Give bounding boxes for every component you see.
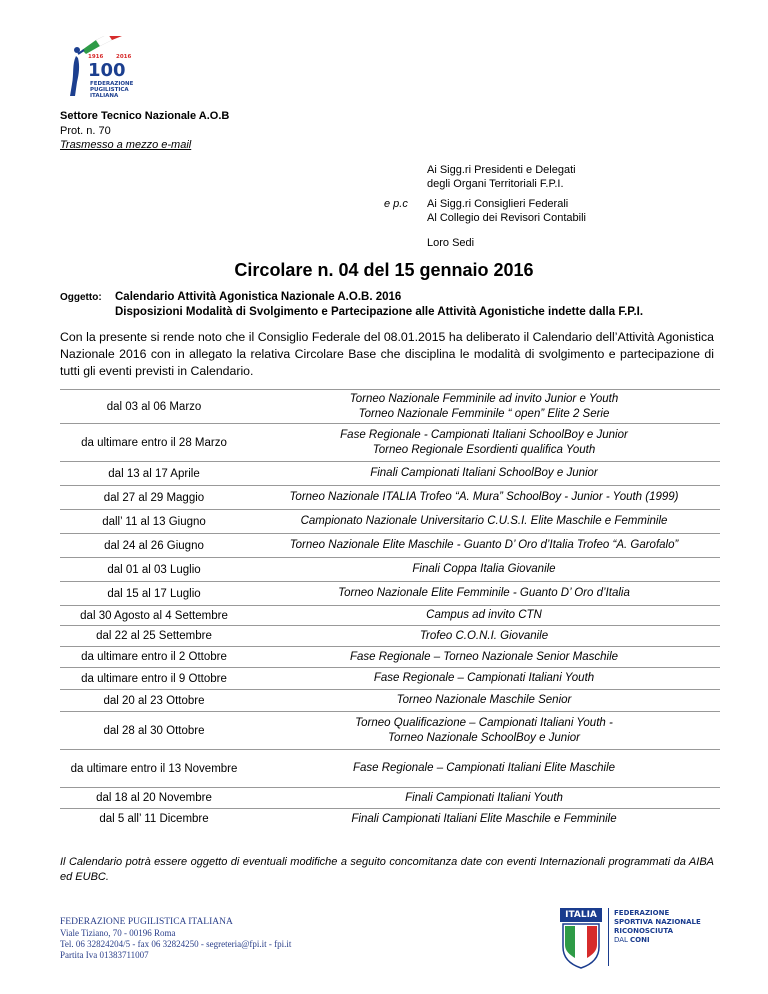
calendar-event-cell (248, 534, 720, 558)
calendar-row (60, 788, 720, 809)
calendar-event: Finali Campionati Italiani Elite Maschile e Femminile (351, 812, 617, 825)
calendar-row (60, 424, 720, 462)
calendar-table (60, 389, 720, 830)
italy-shield-icon (562, 923, 600, 969)
calendar-event: Finali Coppa Italia Giovanile (412, 563, 556, 575)
logo-number: 100 (88, 60, 126, 81)
calendar-row (60, 486, 720, 510)
calendar-date: dal 30 Agosto al 4 Settembre (60, 606, 248, 626)
coni-line-3: RICONOSCIUTA (614, 927, 674, 935)
calendar-event: Finali Campionati Italiani Youth (405, 791, 563, 804)
addressee-line-2: degli Organi Territoriali F.P.I. (427, 178, 564, 190)
calendar-row (60, 626, 720, 647)
intro-paragraph: Con la presente si rende noto che il Consiglio Federale del 08.01.2015 ha deliberato il Calendario dell’Attività Agonistica Nazionale 2016 con in allegato la relativa Circolare Base che disciplina le modalità di svolgimento e partecipazione di tutti gli eventi previsti in Calendario. (60, 330, 714, 378)
calendar-date: dal 20 al 23 Ottobre (60, 690, 248, 712)
coni-divider (608, 908, 609, 966)
calendar-row (60, 647, 720, 668)
calendar-date: da ultimare entro il 13 Novembre (60, 750, 248, 788)
calendar-event: Torneo Qualificazione – Campionati Italiani Youth - (355, 716, 613, 729)
addressee-line-1: Ai Sigg.ri Presidenti e Delegati (427, 164, 576, 176)
italia-badge: ITALIA (560, 908, 602, 922)
calendar-date: dal 22 al 25 Settembre (60, 626, 248, 647)
calendar-event: Fase Regionale – Torneo Nazionale Senior Maschile (349, 650, 619, 663)
calendar-event-cell (248, 690, 720, 712)
coni-recognition-logo (560, 905, 740, 980)
calendar-event-cell (248, 668, 720, 690)
addressee-line-3: Ai Sigg.ri Consiglieri Federali (427, 198, 569, 210)
calendar-row (60, 712, 720, 750)
subject-label: Oggetto: (60, 292, 102, 303)
calendar-event: Torneo Nazionale Elite Maschile - Guanto D’ Oro d’Italia Trofeo “A. Garofalo” (289, 539, 679, 551)
subject-line-1: Calendario Attività Agonistica Nazionale A.O.B. 2016 (115, 291, 402, 303)
subject-line-2: Disposizioni Modalità di Svolgimento e Partecipazione alle Attività Agonistiche indette dalla F.P.I. (115, 306, 644, 318)
calendar-date: dal 13 al 17 Aprile (60, 462, 248, 486)
calendar-event: Torneo Regionale Esordienti qualifica Youth (372, 443, 596, 456)
coni-line-2: SPORTIVA NAZIONALE (614, 918, 701, 926)
calendar-event-cell (248, 462, 720, 486)
calendar-date: dall’ 11 al 13 Giugno (60, 510, 248, 534)
calendar-date: da ultimare entro il 2 Ottobre (60, 647, 248, 668)
calendar-note: Il Calendario potrà essere oggetto di eventuali modifiche a seguito concomitanza date con eventi Internazionali programmati da AIBA ed EUBC. (60, 856, 714, 883)
calendar-event-cell (248, 486, 720, 510)
calendar-event: Fase Regionale – Campionati Italiani Youth (373, 672, 595, 684)
calendar-event: Trofeo C.O.N.I. Giovanile (419, 629, 549, 642)
addressee-line-5: Loro Sedi (427, 237, 475, 249)
logo-year-end: 2016 (116, 54, 132, 60)
calendar-event: Torneo Nazionale SchoolBoy e Junior (387, 731, 580, 744)
footer-address: Viale Tiziano, 70 - 00196 Roma (60, 928, 176, 938)
calendar-event-cell (248, 424, 720, 462)
coni-line-1: FEDERAZIONE (614, 909, 670, 917)
circular-title: Circolare n. 04 del 15 gennaio 2016 (234, 260, 534, 280)
calendar-row (60, 809, 720, 830)
logo-org-3: ITALIANA (90, 93, 119, 99)
calendar-event: Campionato Nazionale Universitario C.U.S.I. Elite Maschile e Femminile (300, 515, 668, 527)
calendar-event: Torneo Nazionale Femminile “ open” Elite 2 Serie (358, 407, 610, 420)
calendar-event-cell (248, 712, 720, 750)
calendar-row (60, 606, 720, 626)
calendar-date: dal 03 al 06 Marzo (60, 390, 248, 424)
calendar-date: dal 15 al 17 Luglio (60, 582, 248, 606)
calendar-event-cell (248, 788, 720, 809)
calendar-row (60, 510, 720, 534)
calendar-event-cell (248, 510, 720, 534)
calendar-event: Torneo Nazionale ITALIA Trofeo “A. Mura” SchoolBoy - Junior - Youth (1999) (289, 491, 679, 503)
calendar-row (60, 582, 720, 606)
logo-org-1: FEDERAZIONE (90, 81, 134, 87)
calendar-date: dal 28 al 30 Ottobre (60, 712, 248, 750)
footer-block (60, 917, 291, 961)
calendar-event: Torneo Nazionale Femminile ad invito Junior e Youth (349, 392, 619, 405)
calendar-event: Fase Regionale - Campionati Italiani SchoolBoy e Junior (340, 428, 628, 441)
calendar-event-cell (248, 390, 720, 424)
calendar-event-cell (248, 626, 720, 647)
calendar-date: dal 24 al 26 Giugno (60, 534, 248, 558)
calendar-row (60, 668, 720, 690)
calendar-event: Torneo Nazionale Maschile Senior (396, 694, 572, 706)
calendar-event-cell (248, 750, 720, 788)
calendar-event: Finali Campionati Italiani SchoolBoy e Junior (370, 467, 598, 479)
calendar-row (60, 558, 720, 582)
calendar-row (60, 462, 720, 486)
ep-label: e p.c (384, 198, 408, 210)
protocol-number: Prot. n. 70 (60, 125, 111, 137)
calendar-event: Campus ad invito CTN (426, 609, 542, 621)
coni-dal: DAL (614, 936, 628, 944)
calendar-row (60, 534, 720, 558)
addressee-line-4: Al Collegio dei Revisori Contabili (427, 212, 586, 224)
transmission-note: Trasmesso a mezzo e-mail (60, 139, 192, 151)
calendar-event-cell (248, 606, 720, 626)
footer-vat: Partita Iva 01383711007 (60, 950, 149, 960)
fpi-100-logo (60, 36, 140, 98)
calendar-event: Fase Regionale – Campionati Italiani Elite Maschile (352, 762, 616, 774)
calendar-date: da ultimare entro il 9 Ottobre (60, 668, 248, 690)
calendar-event-cell (248, 809, 720, 830)
calendar-event-cell (248, 647, 720, 668)
calendar-row (60, 690, 720, 712)
calendar-date: dal 01 al 03 Luglio (60, 558, 248, 582)
logo-org-2: PUGILISTICA (90, 87, 129, 93)
footer-contacts: Tel. 06 32824204/5 - fax 06 32824250 - segreteria@fpi.it - fpi.it (60, 939, 292, 949)
coni-word: CONI (630, 936, 650, 944)
calendar-event-cell (248, 582, 720, 606)
calendar-event-cell (248, 558, 720, 582)
calendar-date: da ultimare entro il 28 Marzo (60, 424, 248, 462)
calendar-row (60, 750, 720, 788)
calendar-event: Torneo Nazionale Elite Femminile - Guanto D’ Oro d’Italia (338, 587, 630, 599)
calendar-date: dal 18 al 20 Novembre (60, 788, 248, 809)
calendar-row (60, 390, 720, 424)
calendar-date: dal 5 all’ 11 Dicembre (60, 809, 248, 830)
sector-title: Settore Tecnico Nazionale A.O.B (60, 110, 230, 122)
logo-year-start: 1916 (88, 54, 104, 60)
calendar-date: dal 27 al 29 Maggio (60, 486, 248, 510)
footer-org-name: FEDERAZIONE PUGILISTICA ITALIANA (60, 917, 233, 927)
